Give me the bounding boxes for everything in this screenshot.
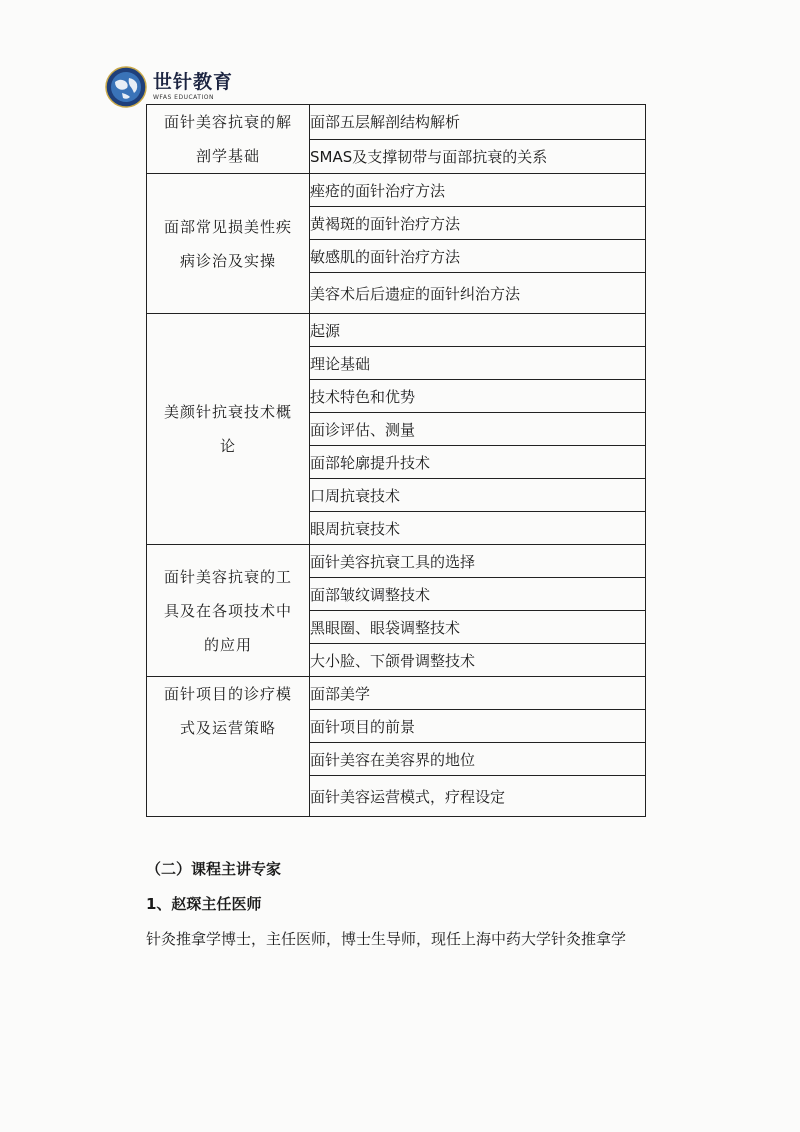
topic-cell <box>147 677 310 817</box>
subtopic-cell: SMAS及支撑韧带与面部抗衰的关系 <box>310 139 646 174</box>
topic-cell <box>147 314 310 545</box>
curriculum-table <box>146 104 646 817</box>
table-row <box>147 314 646 347</box>
section-heading: （二）课程主讲专家 <box>146 860 282 878</box>
subtopic-cell: 黑眼圈、眼袋调整技术 <box>310 611 646 644</box>
topic-cell <box>147 545 310 677</box>
subtopic-cell: 敏感肌的面针治疗方法 <box>310 240 646 273</box>
globe-icon <box>105 66 147 108</box>
topic-line: 剖学基础 <box>195 147 260 165</box>
subtopic-cell: 大小脸、下颌骨调整技术 <box>310 644 646 677</box>
subtopic-cell: 口周抗衰技术 <box>310 479 646 512</box>
topic-line: 具及在各项技术中 <box>163 601 292 620</box>
subtopic-cell: 眼周抗衰技术 <box>310 512 646 545</box>
topic-line: 面针项目的诊疗模 <box>163 685 292 703</box>
table-row <box>147 174 646 207</box>
subtopic-cell: 面诊评估、测量 <box>310 413 646 446</box>
table-row <box>147 545 646 578</box>
subtopic-cell: 面针美容在美容界的地位 <box>310 743 646 776</box>
brand-name-cn: 世针教育 <box>153 71 234 93</box>
topic-line: 美颜针抗衰技术概 <box>163 403 292 421</box>
expert-name-heading: 1、赵琛主任医师 <box>146 895 262 913</box>
topic-cell <box>147 174 310 314</box>
subtopic-cell: 痤疮的面针治疗方法 <box>310 174 646 207</box>
topic-line: 的应用 <box>203 635 252 654</box>
subtopic-cell: 面部皱纹调整技术 <box>310 578 646 611</box>
brand-logo <box>105 66 233 108</box>
subtopic-cell: 面针项目的前景 <box>310 710 646 743</box>
topic-line: 面针美容抗衰的解 <box>163 113 292 131</box>
brand-name-en: WFAS EDUCATION <box>153 94 214 101</box>
subtopic-cell: 黄褐斑的面针治疗方法 <box>310 207 646 240</box>
expert-bio-text: 针灸推拿学博士，主任医师，博士生导师，现任上海中药大学针灸推拿学 <box>146 930 627 948</box>
topic-line: 面针美容抗衰的工 <box>163 567 292 586</box>
subtopic-cell: 美容术后后遗症的面针纠治方法 <box>310 273 646 314</box>
table-row <box>147 677 646 710</box>
topic-line: 论 <box>219 437 236 455</box>
table-row <box>147 105 646 140</box>
topic-line: 面部常见损美性疾 <box>163 217 292 236</box>
topic-cell <box>147 105 310 174</box>
subtopic-cell: 起源 <box>310 314 646 347</box>
topic-line: 式及运营策略 <box>179 719 276 737</box>
subtopic-cell: 理论基础 <box>310 347 646 380</box>
subtopic-cell: 面部五层解剖结构解析 <box>310 105 646 140</box>
subtopic-cell: 技术特色和优势 <box>310 380 646 413</box>
subtopic-cell: 面针美容运营模式，疗程设定 <box>310 776 646 817</box>
topic-line: 病诊治及实操 <box>179 251 276 270</box>
subtopic-cell: 面部轮廓提升技术 <box>310 446 646 479</box>
subtopic-cell: 面针美容抗衰工具的选择 <box>310 545 646 578</box>
subtopic-cell: 面部美学 <box>310 677 646 710</box>
